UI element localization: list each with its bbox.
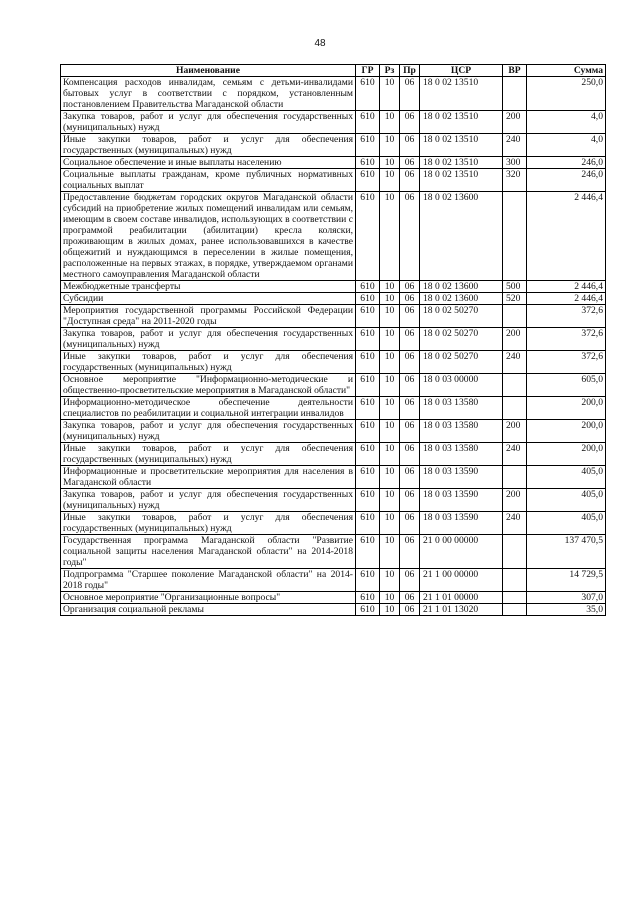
cell-rz: 10 <box>380 374 400 397</box>
header-sum: Сумма <box>527 65 606 77</box>
cell-name: Информационные и просветительские мероприятия для населения в Магаданской области <box>61 466 356 489</box>
budget-table <box>60 64 606 616</box>
cell-gr: 610 <box>356 192 380 281</box>
table-row <box>61 420 606 443</box>
cell-sum: 405,0 <box>527 466 606 489</box>
cell-csr: 18 0 02 13600 <box>420 293 503 305</box>
cell-name: Субсидии <box>61 293 356 305</box>
table-row <box>61 77 606 111</box>
cell-sum: 4,0 <box>527 111 606 134</box>
table-row <box>61 489 606 512</box>
cell-rz: 10 <box>380 111 400 134</box>
cell-name: Закупка товаров, работ и услуг для обеспечения государственных (муниципальных) нужд <box>61 420 356 443</box>
cell-vr <box>503 305 527 328</box>
cell-sum: 2 446,4 <box>527 293 606 305</box>
cell-csr: 21 0 00 00000 <box>420 535 503 569</box>
cell-csr: 18 0 03 13590 <box>420 512 503 535</box>
cell-csr: 21 1 00 00000 <box>420 569 503 592</box>
cell-pr: 06 <box>400 293 420 305</box>
cell-vr: 240 <box>503 443 527 466</box>
cell-csr: 18 0 03 13580 <box>420 420 503 443</box>
table-row <box>61 374 606 397</box>
cell-csr: 18 0 03 13580 <box>420 443 503 466</box>
cell-rz: 10 <box>380 281 400 293</box>
cell-gr: 610 <box>356 169 380 192</box>
cell-name: Информационно-методическое обеспечение деятельности специалистов по реабилитации и социальной интеграции инвалидов <box>61 397 356 420</box>
cell-sum: 405,0 <box>527 512 606 535</box>
cell-pr: 06 <box>400 489 420 512</box>
cell-vr <box>503 77 527 111</box>
cell-csr: 18 0 02 50270 <box>420 328 503 351</box>
table-row <box>61 397 606 420</box>
cell-sum: 372,6 <box>527 328 606 351</box>
table-row <box>61 305 606 328</box>
header-name: Наименование <box>61 65 356 77</box>
header-csr: ЦСР <box>420 65 503 77</box>
cell-csr: 18 0 03 13590 <box>420 489 503 512</box>
cell-vr: 200 <box>503 111 527 134</box>
cell-csr: 18 0 02 13510 <box>420 111 503 134</box>
cell-gr: 610 <box>356 134 380 157</box>
cell-name: Мероприятия государственной программы Российской Федерации "Доступная среда" на 2011-2020 годы <box>61 305 356 328</box>
table-row <box>61 535 606 569</box>
cell-vr: 240 <box>503 351 527 374</box>
cell-name: Закупка товаров, работ и услуг для обеспечения государственных (муниципальных) нужд <box>61 328 356 351</box>
table-row <box>61 328 606 351</box>
cell-pr: 06 <box>400 535 420 569</box>
cell-vr: 200 <box>503 420 527 443</box>
cell-csr: 21 1 01 13020 <box>420 604 503 616</box>
cell-gr: 610 <box>356 604 380 616</box>
cell-gr: 610 <box>356 569 380 592</box>
cell-gr: 610 <box>356 592 380 604</box>
cell-sum: 246,0 <box>527 169 606 192</box>
cell-csr: 18 0 02 13510 <box>420 77 503 111</box>
table-row <box>61 293 606 305</box>
cell-sum: 307,0 <box>527 592 606 604</box>
cell-gr: 610 <box>356 157 380 169</box>
cell-name: Организация социальной рекламы <box>61 604 356 616</box>
cell-pr: 06 <box>400 192 420 281</box>
cell-sum: 372,6 <box>527 305 606 328</box>
cell-vr: 520 <box>503 293 527 305</box>
cell-csr: 18 0 02 13510 <box>420 157 503 169</box>
cell-sum: 4,0 <box>527 134 606 157</box>
cell-gr: 610 <box>356 420 380 443</box>
cell-name: Закупка товаров, работ и услуг для обеспечения государственных (муниципальных) нужд <box>61 489 356 512</box>
cell-name: Иные закупки товаров, работ и услуг для обеспечения государственных (муниципальных) нужд <box>61 351 356 374</box>
cell-sum: 2 446,4 <box>527 281 606 293</box>
cell-rz: 10 <box>380 77 400 111</box>
cell-gr: 610 <box>356 351 380 374</box>
cell-csr: 18 0 03 00000 <box>420 374 503 397</box>
cell-gr: 610 <box>356 489 380 512</box>
cell-vr <box>503 192 527 281</box>
cell-pr: 06 <box>400 305 420 328</box>
cell-pr: 06 <box>400 466 420 489</box>
table-row <box>61 569 606 592</box>
cell-gr: 610 <box>356 328 380 351</box>
cell-rz: 10 <box>380 443 400 466</box>
cell-rz: 10 <box>380 535 400 569</box>
cell-pr: 06 <box>400 281 420 293</box>
page-number: 48 <box>314 38 326 49</box>
table-row <box>61 192 606 281</box>
cell-sum: 250,0 <box>527 77 606 111</box>
cell-vr <box>503 374 527 397</box>
header-pr: Пр <box>400 65 420 77</box>
table-row <box>61 169 606 192</box>
cell-vr <box>503 569 527 592</box>
cell-gr: 610 <box>356 535 380 569</box>
cell-gr: 610 <box>356 466 380 489</box>
cell-rz: 10 <box>380 397 400 420</box>
cell-rz: 10 <box>380 512 400 535</box>
table-row <box>61 134 606 157</box>
cell-pr: 06 <box>400 77 420 111</box>
cell-vr <box>503 604 527 616</box>
cell-csr: 18 0 02 13510 <box>420 169 503 192</box>
cell-rz: 10 <box>380 328 400 351</box>
cell-sum: 405,0 <box>527 489 606 512</box>
header-vr: ВР <box>503 65 527 77</box>
cell-rz: 10 <box>380 192 400 281</box>
cell-rz: 10 <box>380 466 400 489</box>
cell-name: Социальное обеспечение и иные выплаты населению <box>61 157 356 169</box>
cell-gr: 610 <box>356 374 380 397</box>
table-row <box>61 512 606 535</box>
table-row <box>61 157 606 169</box>
cell-csr: 18 0 02 50270 <box>420 351 503 374</box>
cell-gr: 610 <box>356 281 380 293</box>
cell-name: Закупка товаров, работ и услуг для обеспечения государственных (муниципальных) нужд <box>61 111 356 134</box>
cell-pr: 06 <box>400 374 420 397</box>
cell-rz: 10 <box>380 293 400 305</box>
cell-vr <box>503 466 527 489</box>
cell-vr: 320 <box>503 169 527 192</box>
cell-name: Основное мероприятие "Информационно-методические и общественно-просветительские мероприятия в Магаданской области" <box>61 374 356 397</box>
cell-vr <box>503 592 527 604</box>
cell-gr: 610 <box>356 305 380 328</box>
table-row <box>61 443 606 466</box>
cell-name: Предоставление бюджетам городских округов Магаданской области субсидий на приобретение жилых помещений инвалидам или семьям, имеющим в своем составе инвалидов, использующих в соответствии с программой реабилитации (абилитации) кресла коляски, проживающим в жилых домах, ранее использовавшихся в качестве общежитий и нуждающимся в переселении в жилые помещения, расположенные на первых этажах, в порядке, утверждаемом органами местного самоуправления Магаданской области <box>61 192 356 281</box>
cell-gr: 610 <box>356 443 380 466</box>
cell-rz: 10 <box>380 569 400 592</box>
cell-vr: 200 <box>503 328 527 351</box>
cell-rz: 10 <box>380 134 400 157</box>
cell-vr: 500 <box>503 281 527 293</box>
cell-gr: 610 <box>356 111 380 134</box>
cell-sum: 35,0 <box>527 604 606 616</box>
cell-pr: 06 <box>400 134 420 157</box>
cell-rz: 10 <box>380 604 400 616</box>
cell-pr: 06 <box>400 604 420 616</box>
cell-sum: 372,6 <box>527 351 606 374</box>
cell-name: Межбюджетные трансферты <box>61 281 356 293</box>
cell-rz: 10 <box>380 351 400 374</box>
table-row <box>61 592 606 604</box>
cell-gr: 610 <box>356 397 380 420</box>
cell-pr: 06 <box>400 169 420 192</box>
cell-sum: 14 729,5 <box>527 569 606 592</box>
cell-vr: 200 <box>503 489 527 512</box>
cell-name: Социальные выплаты гражданам, кроме публичных нормативных социальных выплат <box>61 169 356 192</box>
cell-csr: 21 1 01 00000 <box>420 592 503 604</box>
cell-vr: 240 <box>503 512 527 535</box>
cell-rz: 10 <box>380 305 400 328</box>
cell-name: Подпрограмма "Старшее поколение Магаданской области" на 2014-2018 годы" <box>61 569 356 592</box>
table-row <box>61 281 606 293</box>
cell-pr: 06 <box>400 397 420 420</box>
cell-csr: 18 0 02 13600 <box>420 192 503 281</box>
cell-vr <box>503 535 527 569</box>
header-gr: ГР <box>356 65 380 77</box>
cell-rz: 10 <box>380 157 400 169</box>
table-row <box>61 351 606 374</box>
cell-csr: 18 0 03 13580 <box>420 397 503 420</box>
cell-sum: 605,0 <box>527 374 606 397</box>
cell-sum: 200,0 <box>527 397 606 420</box>
cell-sum: 137 470,5 <box>527 535 606 569</box>
table-row <box>61 111 606 134</box>
cell-sum: 200,0 <box>527 420 606 443</box>
cell-gr: 610 <box>356 512 380 535</box>
cell-name: Иные закупки товаров, работ и услуг для обеспечения государственных (муниципальных) нужд <box>61 134 356 157</box>
cell-sum: 246,0 <box>527 157 606 169</box>
cell-csr: 18 0 02 13600 <box>420 281 503 293</box>
cell-vr <box>503 397 527 420</box>
cell-pr: 06 <box>400 443 420 466</box>
cell-name: Компенсация расходов инвалидам, семьям с детьми-инвалидами бытовых услуг в соответствии с порядком, установленным постановлением Правительства Магаданской области <box>61 77 356 111</box>
cell-rz: 10 <box>380 169 400 192</box>
cell-rz: 10 <box>380 592 400 604</box>
cell-vr: 300 <box>503 157 527 169</box>
cell-pr: 06 <box>400 569 420 592</box>
cell-gr: 610 <box>356 77 380 111</box>
cell-pr: 06 <box>400 592 420 604</box>
cell-csr: 18 0 03 13590 <box>420 466 503 489</box>
cell-name: Государственная программа Магаданской области "Развитие социальной защиты населения Магаданской области" на 2014-2018 годы" <box>61 535 356 569</box>
header-rz: Рз <box>380 65 400 77</box>
cell-name: Основное мероприятие "Организационные вопросы" <box>61 592 356 604</box>
cell-vr: 240 <box>503 134 527 157</box>
cell-csr: 18 0 02 50270 <box>420 305 503 328</box>
table-row <box>61 466 606 489</box>
cell-sum: 2 446,4 <box>527 192 606 281</box>
cell-pr: 06 <box>400 420 420 443</box>
cell-gr: 610 <box>356 293 380 305</box>
cell-pr: 06 <box>400 328 420 351</box>
cell-rz: 10 <box>380 420 400 443</box>
cell-pr: 06 <box>400 157 420 169</box>
cell-rz: 10 <box>380 489 400 512</box>
table-header-row <box>61 65 606 77</box>
cell-pr: 06 <box>400 111 420 134</box>
cell-pr: 06 <box>400 512 420 535</box>
cell-name: Иные закупки товаров, работ и услуг для обеспечения государственных (муниципальных) нужд <box>61 512 356 535</box>
cell-name: Иные закупки товаров, работ и услуг для обеспечения государственных (муниципальных) нужд <box>61 443 356 466</box>
table-row <box>61 604 606 616</box>
cell-sum: 200,0 <box>527 443 606 466</box>
cell-csr: 18 0 02 13510 <box>420 134 503 157</box>
cell-pr: 06 <box>400 351 420 374</box>
